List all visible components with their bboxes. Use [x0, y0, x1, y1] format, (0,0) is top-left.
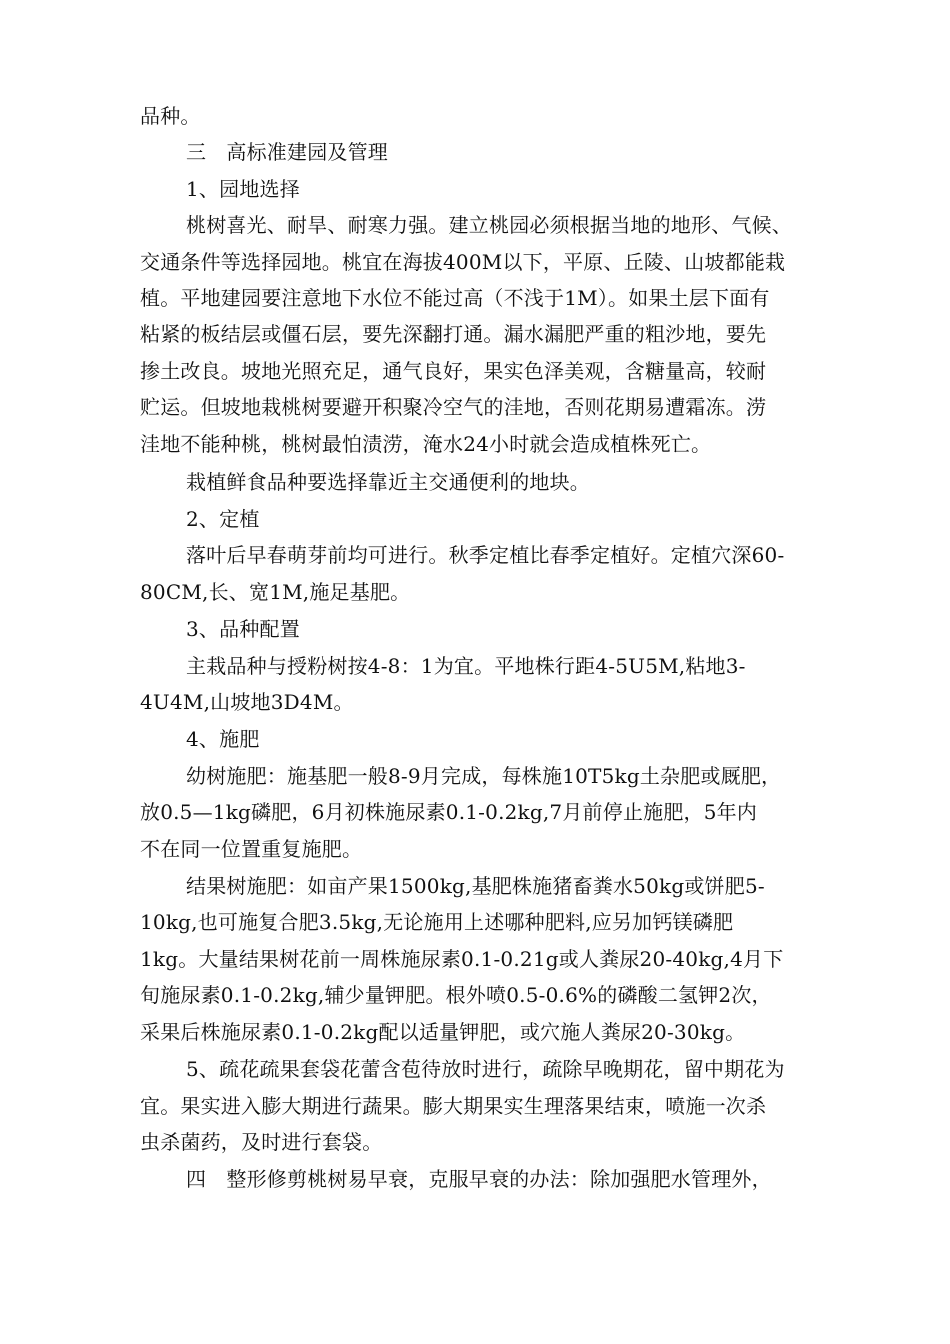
text-line: 桃树喜光、耐旱、耐寒力强。建立桃园必须根据当地的地形、气候、 [186, 213, 792, 237]
text-line: 落叶后早春萌芽前均可进行。秋季定植比春季定植好。定植穴深60- [186, 543, 785, 567]
text-line: 80CM,长、宽1M,施足基肥。 [140, 580, 411, 604]
text-line: 洼地不能种桃，桃树最怕渍涝，淹水24小时就会造成植株死亡。 [140, 432, 712, 456]
subsection-heading: 2、定植 [186, 507, 260, 531]
text-line: 掺土改良。坡地光照充足，通气良好，果实色泽美观，含糖量高，较耐 [140, 359, 767, 383]
text-line: 主栽品种与授粉树按4-8：1为宜。平地株行距4-5U5M,粘地3- [186, 654, 746, 678]
text-line: 1kg。大量结果树花前一周株施尿素0.1-0.21g或人粪尿20-40kg,4月下 [140, 947, 784, 971]
subsection-heading: 4、施肥 [186, 727, 260, 751]
text-line: 贮运。但坡地栽桃树要避开积聚冷空气的洼地，否则花期易遭霜冻。涝 [140, 395, 767, 419]
text-line: 结果树施肥：如亩产果1500kg,基肥株施猪畜粪水50kg或饼肥5- [186, 874, 765, 898]
text-line: 旬施尿素0.1-0.2kg,辅少量钾肥。根外喷0.5-0.6%的磷酸二氢钾2次， [140, 983, 772, 1007]
text-line: 交通条件等选择园地。桃宜在海拔400M以下，平原、丘陵、山坡都能栽 [140, 250, 786, 274]
text-line: 5、疏花疏果套袋花蕾含苞待放时进行，疏除早晚期花，留中期花为 [186, 1057, 785, 1081]
text-line: 放0.5—1kg磷肥，6月初株施尿素0.1-0.2kg,7月前停止施肥，5年内 [140, 800, 758, 824]
text-line: 栽植鲜食品种要选择靠近主交通便利的地块。 [186, 470, 590, 494]
text-line: 虫杀菌药，及时进行套袋。 [140, 1130, 383, 1154]
text-line: 10kg,也可施复合肥3.5kg,无论施用上述哪种肥料,应另加钙镁磷肥 [140, 910, 734, 934]
subsection-heading: 3、品种配置 [186, 617, 300, 641]
text-line: 不在同一位置重复施肥。 [140, 837, 363, 861]
text-line: 宜。果实进入膨大期进行蔬果。膨大期果实生理落果结束，喷施一次杀 [140, 1094, 767, 1118]
subsection-heading: 1、园地选择 [186, 177, 300, 201]
text-line: 4U4M,山坡地3D4M。 [140, 690, 354, 714]
text-line: 幼树施肥：施基肥一般8-9月完成，每株施10T5kg土杂肥或厩肥， [186, 764, 782, 788]
text-line: 采果后株施尿素0.1-0.2kg配以适量钾肥，或穴施人粪尿20-30kg。 [140, 1020, 746, 1044]
text-line: 粘紧的板结层或僵石层，要先深翻打通。漏水漏肥严重的粗沙地，要先 [140, 322, 767, 346]
section-heading: 四 整形修剪桃树易早衰，克服早衰的办法：除加强肥水管理外， [186, 1167, 772, 1191]
section-heading: 三 高标准建园及管理 [186, 140, 388, 164]
text-line: 植。平地建园要注意地下水位不能过高（不浅于1M）。如果土层下面有 [140, 286, 770, 310]
text-line: 品种。 [140, 104, 201, 128]
